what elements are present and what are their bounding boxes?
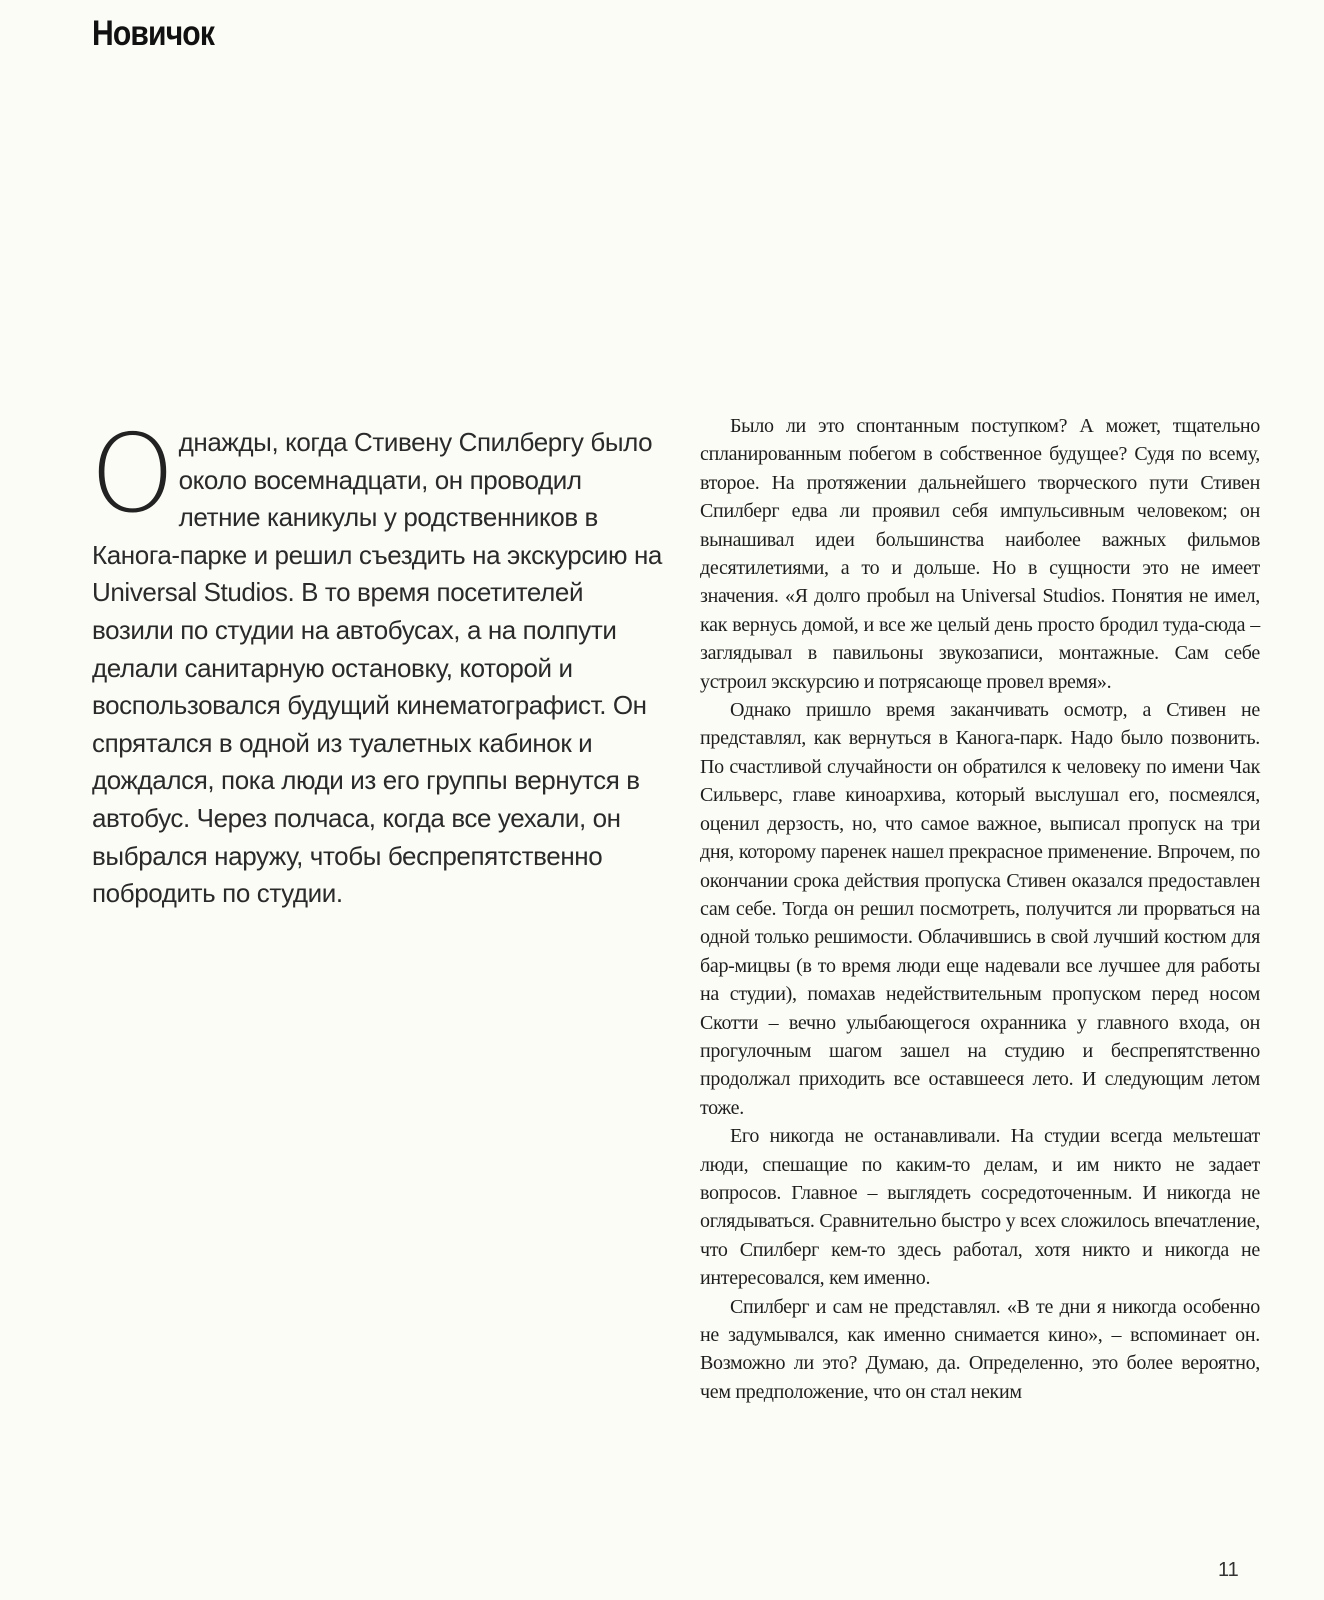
lead-paragraph-column [90, 412, 664, 913]
body-paragraph: Однако пришло время заканчивать осмотр, а Стивен не представлял, как вернуться в Канога-парк. Надо было позвонить. По счастливой случайности он обратился к человеку по имени Чак Сильверс, главе киноархива, который выслушал его, посмеялся, оценил дерзость, но, что самое важное, выписал пропуск на три дня, которому паренек нашел прекрасное применение. Впрочем, по окончании срока действия пропуска Стивен оказался предоставлен сам себе. Тогда он решил посмотреть, получится ли прорваться на одной только решимости. Облачившись в свой лучший костюм для бар-мицвы (в то время люди еще надевали все лучшее для работы на студии), помахав недействительным пропуском перед носом Скотти – вечно улыбающегося охранника у главного входа, он прогулочным шагом зашел на студию и беспрепятственно продолжал приходить все оставшееся лето. И следующим летом тоже. [700, 699, 1260, 1119]
body-text-column [700, 412, 1260, 1406]
body-paragraph: Спилберг и сам не представлял. «В те дни я никогда особенно не задумывался, как именно снимается кино», – вспоминает он. Возможно ли это? Думаю, да. Определенно, это более вероятно, чем предположение, что он стал неким [700, 1295, 1260, 1403]
lead-paragraph-text: днажды, когда Стивену Спилбергу было около восемнадцати, он проводил летние каникулы у родственников в Канога-парке и решил съездить на экскурсию на Universal Studios. В то время посетителей возили по студии на автобусах, а на полпути делали санитарную остановку, которой и воспользовался будущий кинематографист. Он спрятался в одной из туалетных кабинок и дождался, пока люди из его группы вернутся в автобус. Через полчаса, когда все уехали, он выбрался наружу, чтобы беспрепятственно побродить по студии. [92, 427, 662, 909]
page-number: 11 [1218, 1559, 1239, 1581]
chapter-title: Новичок [92, 14, 215, 53]
body-paragraph: Было ли это спонтанным поступком? А может, тщательно спланированным побегом в собственное будущее? Судя по всему, второе. На протяжении дальнейшего творческого пути Стивен Спилберг едва ли проявил себя импульсивным человеком; он вынашивал идеи большинства наиболее важных фильмов десятилетиями, а то и дольше. Но в сущности это не имеет значения. «Я долго пробыл на Universal Studios. Понятия не имел, как вернусь домой, и все же целый день просто бродил туда-сюда – заглядывал в павильоны звукозаписи, монтажные. Сам себе устроил экскурсию и потрясающе провел время». [700, 415, 1260, 693]
lead-paragraph [90, 412, 664, 913]
body-paragraph: Его никогда не останавливали. На студии всегда мельтешат люди, спешащие по каким-то делам, и им никто не задает вопросов. Главное – выглядеть сосредоточенным. И никогда не оглядываться. Сравнительно быстро у всех сложилось впечатление, что Спилберг кем-то здесь работал, хотя никто и никогда не интересовался, кем именно. [700, 1125, 1260, 1290]
drop-cap: О [90, 412, 175, 537]
